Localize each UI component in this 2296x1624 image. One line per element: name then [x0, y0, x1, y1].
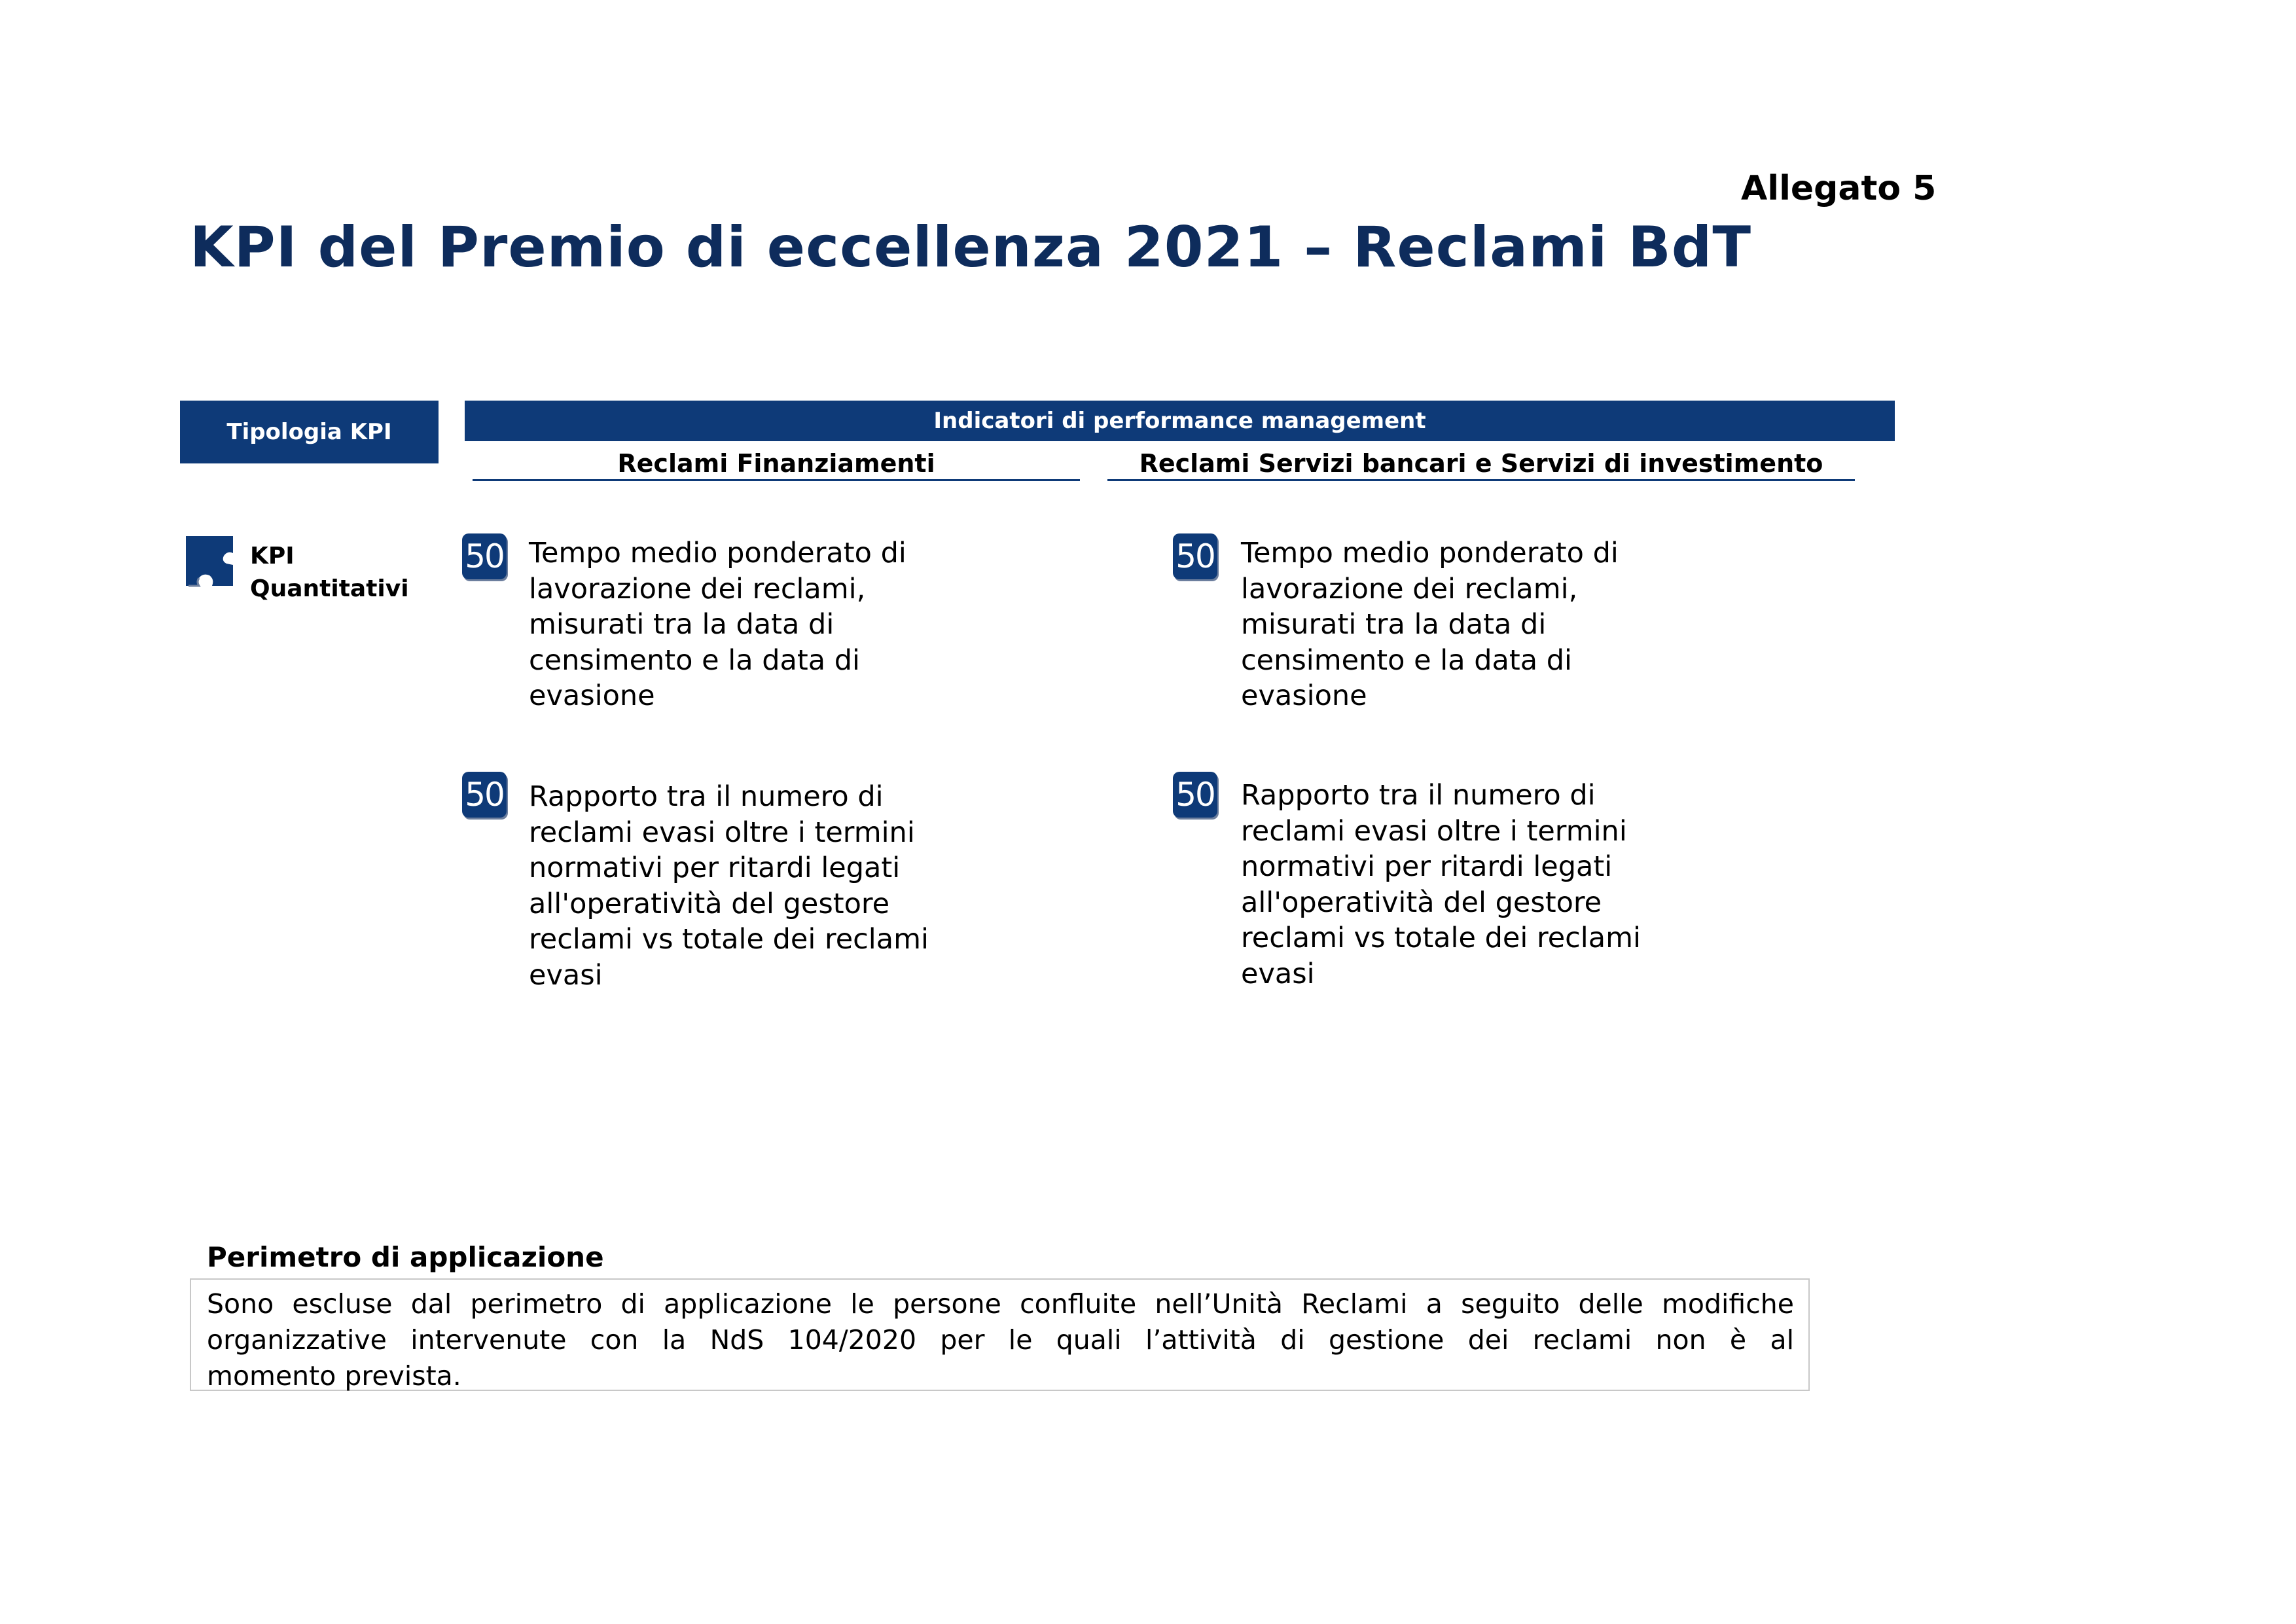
kpi-line: Rapporto tra il numero di — [529, 780, 884, 813]
puzzle-icon — [183, 533, 242, 588]
kpi-line: Tempo medio ponderato di — [1241, 537, 1619, 569]
kpi-type-label — [250, 540, 409, 605]
kpi-line: normativi per ritardi legati — [1241, 850, 1613, 883]
kpi-line: censimento e la data di — [529, 643, 860, 677]
kpi-description — [1241, 535, 1619, 714]
kpi-line: Rapporto tra il numero di — [1241, 779, 1596, 812]
weight-badge: 50 — [462, 533, 507, 579]
weight-badge: 50 — [462, 772, 507, 818]
perimeter-line: organizzative intervenute con la NdS 104/2020 per le quali l’attività di gestione dei reclami non è al — [207, 1324, 1794, 1356]
kpi-line: evasi — [1241, 957, 1315, 990]
kpi-description — [529, 535, 906, 714]
column-header-financing: Reclami Finanziamenti — [473, 449, 1080, 481]
kpi-line: evasione — [529, 679, 655, 712]
perimeter-title: Perimetro di applicazione — [207, 1241, 604, 1273]
kpi-line: normativi per ritardi legati — [529, 852, 901, 884]
kpi-line: reclami vs totale dei reclami — [529, 923, 929, 956]
weight-badge: 50 — [1173, 533, 1217, 579]
kpi-line: censimento e la data di — [1241, 643, 1572, 677]
kpi-line: reclami vs totale dei reclami — [1241, 922, 1641, 954]
kpi-description — [529, 779, 929, 993]
kpi-line: misurati tra la data di — [1241, 608, 1547, 641]
kpi-line: all'operatività del gestore — [529, 887, 890, 920]
perimeter-box — [190, 1278, 1810, 1391]
kpi-line: evasione — [1241, 679, 1367, 712]
kpi-line: evasi — [529, 958, 603, 992]
kpi-line: reclami evasi oltre i termini — [1241, 814, 1627, 848]
weight-badge: 50 — [1173, 772, 1217, 818]
kpi-type-header: Tipologia KPI — [180, 401, 439, 463]
kpi-line: reclami evasi oltre i termini — [529, 816, 915, 849]
kpi-type-label-line: KPI — [250, 543, 295, 569]
perimeter-line: Sono escluse dal perimetro di applicazione le persone confluite nell’Unità Reclami a seguito delle modifiche — [207, 1288, 1794, 1320]
perimeter-line: momento prevista. — [207, 1360, 461, 1392]
kpi-line: all'operatività del gestore — [1241, 886, 1602, 919]
kpi-description — [1241, 778, 1641, 992]
indicators-header: Indicatori di performance management — [465, 401, 1895, 441]
column-header-banking-services: Reclami Servizi bancari e Servizi di investimento — [1107, 449, 1855, 481]
kpi-line: Tempo medio ponderato di — [529, 537, 906, 569]
kpi-line: misurati tra la data di — [529, 608, 834, 641]
kpi-line: lavorazione dei reclami, — [529, 572, 866, 605]
page-title: KPI del Premio di eccellenza 2021 – Reclami BdT — [190, 215, 1752, 280]
kpi-line: lavorazione dei reclami, — [1241, 572, 1578, 605]
attachment-label: Allegato 5 — [1741, 169, 1937, 208]
kpi-type-label-line: Quantitativi — [250, 575, 409, 602]
